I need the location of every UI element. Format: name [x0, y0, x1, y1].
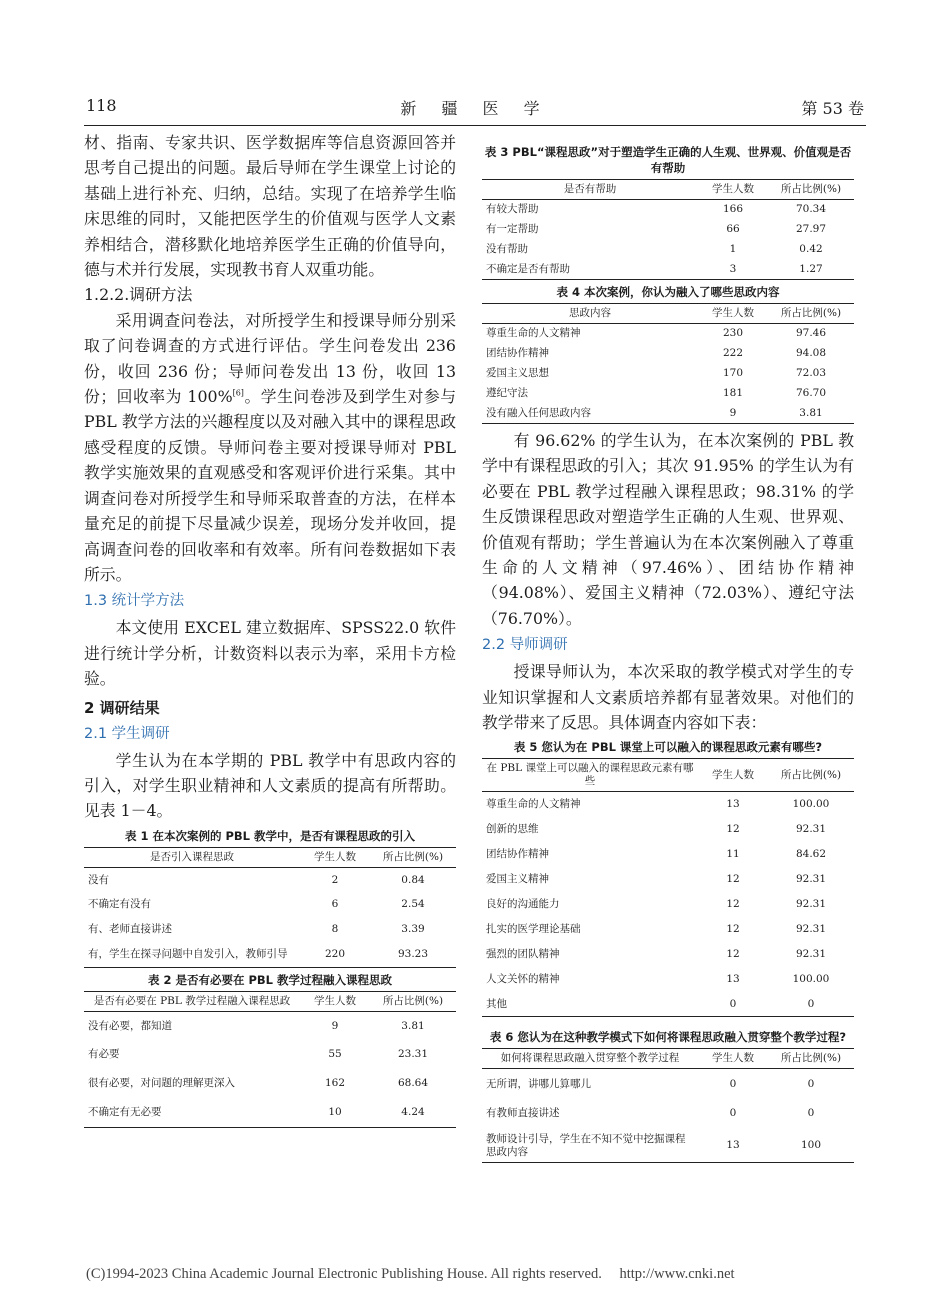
paragraph-2: [84, 308, 456, 587]
table-row: [482, 917, 854, 942]
table-5-caption: 表 5 您认为在 PBL 课堂上可以融入的课程思政元素有哪些?: [513, 740, 823, 755]
table-cell: 遵纪守法: [486, 387, 528, 399]
table-cell: 8: [331, 923, 339, 936]
table-cell: 100: [768, 1129, 854, 1163]
footer: [86, 1266, 735, 1283]
table-header: 学生人数: [300, 847, 370, 867]
paragraph-3: 本文使用 EXCEL 建立数据库、SPSS22.0 软件进行统计学分析，计数资料以表示为率，采用卡方检验。: [84, 618, 456, 689]
table-cell: 92.31: [795, 922, 827, 935]
table-header: 学生人数: [698, 180, 768, 200]
volume-label: 第 53 卷: [801, 99, 864, 118]
table-4: [482, 303, 854, 424]
table-cell: 0: [807, 1107, 815, 1120]
table-cell: 2.54: [401, 898, 425, 911]
table-row: [84, 917, 456, 942]
table-cell: 0: [698, 992, 768, 1017]
table-cell: 13: [726, 798, 740, 811]
table-row: [84, 867, 456, 892]
header-rule: [84, 125, 866, 126]
table-header: 学生人数: [698, 759, 768, 792]
table-cell: 11: [726, 847, 740, 860]
table-row: [482, 892, 854, 917]
table-cell: 6: [331, 898, 339, 911]
table-cell: 94.08: [795, 347, 827, 359]
table-row: [482, 817, 854, 842]
table-3: [482, 179, 854, 280]
table-row: [482, 364, 854, 384]
table-row: [84, 1011, 456, 1040]
table-cell: 有教师直接讲述: [486, 1107, 560, 1120]
table-cell: 尊重生命的人文精神: [486, 327, 581, 340]
table-cell: 230: [722, 327, 744, 340]
table-1-caption: 表 1 在本次案例的 PBL 教学中，是否有课程思政的引入: [124, 828, 416, 843]
table-cell: 0: [729, 1077, 737, 1090]
table-cell: 2: [331, 873, 339, 886]
table-row: [482, 1069, 854, 1099]
table-4-caption: 表 4 本次案例，你认为融入了哪些思政内容: [556, 285, 780, 299]
heading-1-3: 1.3 统计学方法: [84, 593, 185, 610]
table-cell: 66: [726, 223, 740, 235]
table-row: [482, 404, 854, 424]
table-cell: 68.64: [397, 1077, 429, 1090]
table-cell: 76.70: [795, 387, 827, 399]
table-cell: 爱国主义精神: [486, 872, 549, 885]
table-header: 是否有帮助: [482, 180, 698, 200]
table-row: [482, 344, 854, 364]
table-cell: 很有必要，对问题的理解更深入: [88, 1077, 235, 1090]
table-row: [482, 200, 854, 220]
table-cell: 92.31: [795, 947, 827, 960]
table-cell: 170: [722, 367, 744, 379]
table-row: [482, 384, 854, 404]
table-row: [482, 992, 854, 1017]
table-cell: 92.31: [795, 822, 827, 835]
table-cell: 0.42: [799, 243, 823, 255]
table-cell: 爱国主义思想: [486, 367, 549, 379]
table-cell: 良好的沟通能力: [486, 897, 560, 910]
paragraph-2-text-cont: 。学生问卷涉及到学生对参与 PBL 教学方法的兴趣程度以及对融入其中的课程思政感受程度的反馈。导师问卷主要对授课导师对 PBL 教学实施效果的直观感受和客观评价进行采集。其中调查问卷对所授学生和导师采取普查的方法，在样本量充足的前提下尽量减少误差，现场分发并收回，提高调查问卷的回收率和有效率。所有问卷数据如下表所示。: [84, 387, 456, 584]
table-cell: 166: [722, 203, 744, 216]
table-cell: 100.00: [792, 798, 830, 811]
table-header: 学生人数: [698, 1049, 768, 1069]
paragraph-4: 学生认为在本学期的 PBL 教学中有思政内容的引入，对学生职业精神和人文素质的提高有所帮助。见表 1－4。: [84, 750, 456, 821]
table-cell: 23.31: [397, 1048, 429, 1061]
table-cell: 9: [698, 404, 768, 424]
table-row: [84, 1040, 456, 1069]
table-cell: 没有必要，都知道: [88, 1019, 172, 1032]
table-cell: 9: [331, 1019, 339, 1032]
table-cell: 1: [729, 243, 737, 255]
page-number: 118: [86, 96, 117, 115]
table-1: [84, 847, 456, 968]
table-cell: 其他: [482, 992, 698, 1017]
table-cell: 3.39: [401, 923, 425, 936]
left-column: [84, 130, 456, 1128]
table-row: [482, 220, 854, 240]
table-cell: 有、老师直接讲述: [88, 923, 172, 936]
table-6-caption: 表 6 您认为在这种教学模式下如何将课程思政融入贯穿整个教学过程?: [489, 1030, 847, 1045]
table-cell: 12: [726, 947, 740, 960]
table-row: [482, 942, 854, 967]
table-cell: 3: [698, 260, 768, 280]
table-row: [482, 1099, 854, 1129]
table-row: [482, 1129, 854, 1163]
table-2: [84, 991, 456, 1128]
table-cell: 220: [300, 942, 370, 967]
table-cell: 不确定有没有: [88, 898, 151, 911]
table-header: 是否有必要在 PBL 教学过程融入课程思政: [84, 991, 300, 1011]
table-cell: 没有: [88, 873, 109, 886]
table-cell: 0: [807, 1077, 815, 1090]
table-cell: 92.31: [795, 897, 827, 910]
table-cell: 0: [768, 992, 854, 1017]
table-cell: 有较大帮助: [486, 203, 539, 216]
table-row: [482, 792, 854, 817]
table-cell: 没有帮助: [486, 243, 528, 255]
table-cell: 84.62: [795, 847, 827, 860]
table-row: [482, 260, 854, 280]
table-row: [84, 1098, 456, 1127]
table-cell: 12: [726, 897, 740, 910]
table-cell: 没有融入任何思政内容: [482, 404, 698, 424]
table-cell: 4.24: [370, 1098, 456, 1127]
table-header: 所占比例(%): [768, 759, 854, 792]
table-row: [482, 842, 854, 867]
paragraph-5: 有 96.62% 的学生认为，在本次案例的 PBL 教学中有课程思政的引入；其次 91.95% 的学生认为有必要在 PBL 教学过程融入课程思政；98.31% 的学生反馈课程思政对塑造学生正确的人生观、世界观、价值观有帮助；学生普遍认为在本次案例融入了尊重生命的人文精神（97.46%）、团结协作精神（94.08%）、爱国主义精神（72.03%）、遵纪守法（76.70%）。: [482, 431, 855, 628]
table-cell: 团结协作精神: [486, 347, 549, 359]
table-cell: 创新的思维: [486, 822, 539, 835]
table-row: [482, 967, 854, 992]
heading-1-2-2: 1.2.2.调研方法: [84, 285, 193, 305]
citation-ref[interactable]: [6]: [232, 388, 244, 398]
table-cell: 97.46: [795, 327, 827, 340]
table-header: 所占比例(%): [370, 847, 456, 867]
table-header: 思政内容: [482, 304, 698, 324]
journal-title: 新 疆 医 学: [400, 99, 550, 118]
table-row: [482, 240, 854, 260]
table-cell: 162: [324, 1077, 346, 1090]
table-cell: 55: [328, 1048, 342, 1061]
table-2-caption: 表 2 是否有必要在 PBL 教学过程融入课程思政: [147, 972, 393, 987]
table-cell: 0.84: [401, 873, 425, 886]
table-header: 所占比例(%): [768, 304, 854, 324]
table-row: [84, 892, 456, 917]
table-cell: 100.00: [792, 972, 830, 985]
table-cell: 团结协作精神: [486, 847, 549, 860]
heading-2-2: 2.2 导师调研: [482, 637, 568, 654]
table-row: [84, 1069, 456, 1098]
table-header: 学生人数: [698, 304, 768, 324]
table-header: 在 PBL 课堂上可以融入的课程思政元素有哪些: [482, 759, 698, 792]
table-cell: 27.97: [795, 223, 827, 235]
table-row: [84, 942, 456, 967]
table-header: 学生人数: [300, 991, 370, 1011]
paragraph-6: 授课导师认为，本次采取的教学模式对学生的专业知识掌握和人文素质培养都有显著效果。对他们的教学带来了反思。具体调查内容如下表：: [482, 662, 854, 733]
table-cell: 有一定帮助: [486, 223, 539, 235]
copyright-text: (C)1994-2023 China Academic Journal Electronic Publishing House. All rights reserved.: [86, 1266, 602, 1282]
table-cell: 181: [722, 387, 744, 399]
paragraph-2-text: 采用调查问卷法，对所授学生和授课导师分别采取了问卷调查的方式进行评估。学生问卷发出 236 份，收回 236 份；导师问卷发出 13 份，收回 13 份；回收率为 100%: [84, 310, 456, 407]
table-6: [482, 1048, 854, 1163]
table-5: [482, 758, 854, 1017]
table-cell: 不确定有无必要: [84, 1098, 300, 1127]
table-header: 所占比例(%): [768, 180, 854, 200]
table-header: 所占比例(%): [768, 1049, 854, 1069]
table-header: 所占比例(%): [370, 991, 456, 1011]
table-cell: 尊重生命的人文精神: [486, 798, 581, 811]
table-cell: 12: [726, 872, 740, 885]
table-cell: 12: [726, 922, 740, 935]
table-cell: 不确定是否有帮助: [482, 260, 698, 280]
cnki-link[interactable]: http://www.cnki.net: [619, 1266, 735, 1282]
table-cell: 222: [722, 347, 744, 359]
table-row: [482, 324, 854, 344]
table-cell: 有必要: [88, 1048, 120, 1061]
table-cell: 93.23: [370, 942, 456, 967]
table-cell: 有，学生在探寻问题中自发引入，教师引导: [84, 942, 300, 967]
table-cell: 0: [729, 1107, 737, 1120]
right-column: [482, 130, 854, 1163]
heading-2-1: 2.1 学生调研: [84, 725, 170, 742]
table-cell: 人文关怀的精神: [486, 972, 560, 985]
table-cell: 教师设计引导，学生在不知不觉中挖掘课程思政内容: [482, 1129, 698, 1163]
table-cell: 13: [726, 972, 740, 985]
table-cell: 3.81: [768, 404, 854, 424]
paragraph-1: 材、指南、专家共识、医学数据库等信息资源回答并思考自己提出的问题。最后导师在学生课堂上讨论的基础上进行补充、归纳，总结。实现了在培养学生临床思维的同时，又能把医学生的价值观与医学人文素养相结合，潜移默化地培养医学生正确的价值导向，德与术并行发展，实现教书育人双重功能。: [84, 133, 456, 280]
table-cell: 3.81: [401, 1019, 425, 1032]
table-row: [482, 867, 854, 892]
table-cell: 1.27: [768, 260, 854, 280]
table-cell: 扎实的医学理论基础: [486, 922, 581, 935]
table-cell: 10: [300, 1098, 370, 1127]
table-cell: 70.34: [795, 203, 827, 216]
table-3-caption: 表 3 PBL“课程思政”对于塑造学生正确的人生观、世界观、价值观是否有帮助: [484, 145, 852, 175]
table-cell: 强烈的团队精神: [486, 947, 560, 960]
table-cell: 92.31: [795, 872, 827, 885]
table-cell: 72.03: [795, 367, 827, 379]
table-header: 如何将课程思政融入贯穿整个教学过程: [482, 1049, 698, 1069]
table-cell: 无所谓，讲哪儿算哪儿: [486, 1077, 591, 1090]
table-cell: 13: [698, 1129, 768, 1163]
heading-2: 2 调研结果: [84, 698, 160, 717]
table-header: 是否引入课程思政: [84, 847, 300, 867]
table-cell: 12: [726, 822, 740, 835]
